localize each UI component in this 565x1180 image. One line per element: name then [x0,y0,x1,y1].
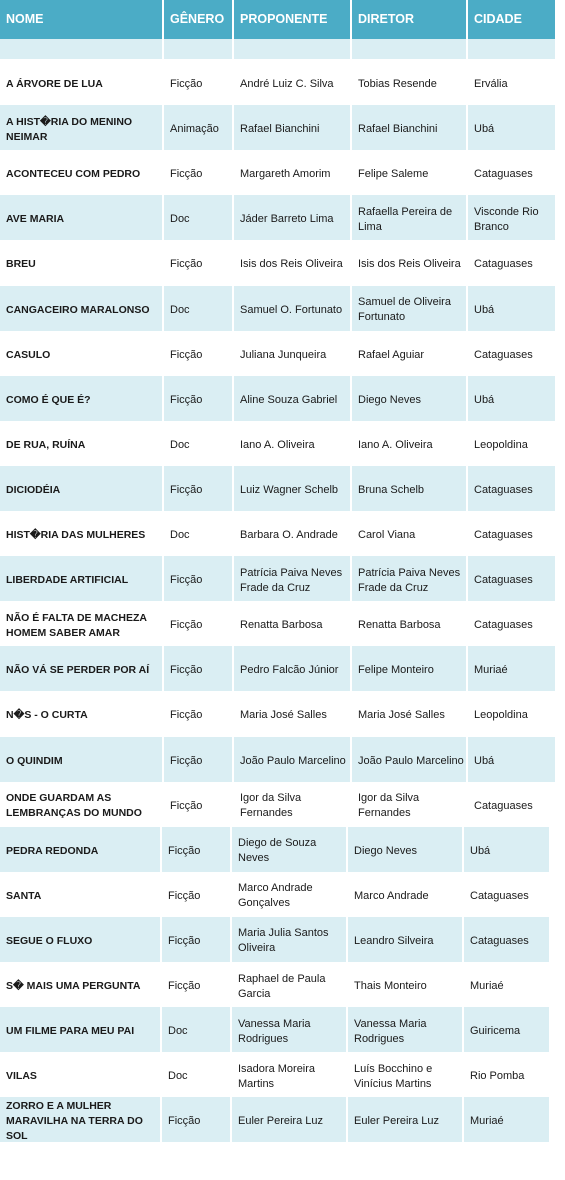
cell-genero: Ficção [170,574,203,587]
table-row [0,60,565,105]
header-cell: PROPONENTE [240,12,328,26]
cell-proponente: Jáder Barreto Lima [240,213,334,226]
table-row [0,466,565,511]
cell-diretor: Renatta Barbosa [358,619,441,632]
row-band [0,39,555,59]
cell-genero: Ficção [168,889,201,902]
cell-diretor: Luís Bocchino e Vinícius Martins [354,1062,433,1090]
column-separator [350,0,352,39]
cell-proponente: Barbara O. Andrade [240,529,338,542]
table-row [0,421,565,466]
cell-cidade: Leopoldina [474,438,528,451]
cell-nome: LIBERDADE ARTIFICIAL [6,574,129,587]
cell-proponente: Maria Julia Santos Oliveira [238,927,329,955]
cell-cidade: Ubá [474,754,495,767]
cell-genero: Ficção [168,844,201,857]
column-separator [232,39,234,59]
header-cell: CIDADE [474,12,522,26]
cell-nome: ACONTECEU COM PEDRO [6,168,141,181]
cell-proponente: Igor da Silva Fernandes [240,792,302,820]
cell-nome: VILAS [6,1070,37,1083]
cell-diretor: Diego Neves [354,844,417,857]
cell-diretor: Samuel de Oliveira Fortunato [358,296,451,324]
table-row [0,1007,565,1052]
cell-genero: Ficção [170,483,203,496]
cell-proponente: Isadora Moreira Martins [238,1062,316,1090]
cell-genero: Ficção [170,78,203,91]
cell-cidade: Muriaé [474,664,508,677]
table-row [0,782,565,827]
cell-diretor: Rafael Aguiar [358,348,425,361]
cell-diretor: Thais Monteiro [354,980,427,993]
cell-diretor: Rafaella Pereira de Lima [358,205,453,233]
cell-genero: Ficção [170,619,203,632]
cell-genero: Ficção [168,934,201,947]
cell-diretor: Tobias Resende [358,78,437,91]
cell-diretor: Felipe Monteiro [358,664,434,677]
cell-genero: Doc [170,438,190,451]
cell-proponente: Samuel O. Fortunato [240,303,343,316]
cell-genero: Ficção [168,980,201,993]
cell-proponente: Isis dos Reis Oliveira [240,258,343,271]
cell-proponente: Diego de Souza Neves [238,837,317,865]
cell-diretor: Maria José Salles [358,709,445,722]
cell-proponente: Iano A. Oliveira [240,438,315,451]
empty-row [0,39,565,59]
cell-genero: Doc [170,529,190,542]
cell-diretor: João Paulo Marcelino [358,754,464,767]
cell-diretor: Rafael Bianchini [358,123,438,136]
cell-diretor: Vanessa Maria Rodrigues [354,1017,427,1045]
cell-genero: Doc [168,1025,188,1038]
cell-cidade: Cataguases [474,483,533,496]
table-header [0,0,555,39]
cell-genero: Ficção [170,348,203,361]
cell-genero: Ficção [170,664,203,677]
cell-proponente: Luiz Wagner Schelb [240,483,339,496]
table-row [0,331,565,376]
cell-cidade: Leopoldina [474,709,528,722]
table-row [0,601,565,646]
cell-diretor: Igor da Silva Fernandes [358,792,420,820]
header-cell: GÊNERO [170,12,225,26]
cell-proponente: Maria José Salles [240,709,327,722]
cell-cidade: Ubá [474,123,495,136]
table-row [0,646,565,691]
header-cell: NOME [6,12,44,26]
cell-nome: A HIST�RIA DO MENINO NEIMAR [6,115,133,143]
table-row [0,376,565,421]
table-row [0,286,565,331]
cell-proponente: Pedro Falcão Júnior [240,664,339,677]
cell-genero: Doc [170,213,190,226]
table-row [0,556,565,601]
table-row [0,737,565,782]
cell-proponente: Raphael de Paula Garcia [238,972,326,1000]
cell-cidade: Cataguases [470,934,529,947]
cell-proponente: Juliana Junqueira [240,348,327,361]
cell-cidade: Muriaé [470,980,504,993]
column-separator [162,39,164,59]
column-separator [232,0,234,39]
table-row [0,691,565,736]
cell-proponente: Patrícia Paiva Neves Frade da Cruz [240,566,343,594]
table-row [0,1052,565,1097]
cell-diretor: Euler Pereira Luz [354,1115,439,1128]
cell-genero: Ficção [170,709,203,722]
cell-genero: Ficção [170,754,203,767]
column-separator [466,39,468,59]
table-row [0,962,565,1007]
cell-diretor: Marco Andrade [354,889,429,902]
column-separator [162,0,164,39]
cell-cidade: Muriaé [470,1115,504,1128]
cell-nome: SEGUE O FLUXO [6,934,93,947]
cell-cidade: Cataguases [474,574,533,587]
cell-diretor: Leandro Silveira [354,934,434,947]
cell-cidade: Cataguases [474,258,533,271]
column-separator [350,39,352,59]
cell-proponente: André Luiz C. Silva [240,78,334,91]
cell-nome: O QUINDIM [6,754,63,767]
cell-genero: Ficção [170,258,203,271]
cell-nome: A ÁRVORE DE LUA [6,78,103,91]
cell-cidade: Cataguases [470,889,529,902]
cell-genero: Ficção [170,168,203,181]
cell-proponente: Margareth Amorim [240,168,331,181]
cell-cidade: Ubá [474,303,495,316]
table-row [0,511,565,556]
column-separator [466,0,468,39]
cell-diretor: Carol Viana [358,529,416,542]
cell-genero: Ficção [168,1115,201,1128]
cell-diretor: Bruna Schelb [358,483,425,496]
cell-genero: Ficção [170,393,203,406]
cell-cidade: Cataguases [474,348,533,361]
table-row [0,872,565,917]
cell-diretor: Iano A. Oliveira [358,438,433,451]
cell-cidade: Visconde Rio Branco [474,205,539,233]
cell-nome: HIST�RIA DAS MULHERES [6,529,146,542]
cell-nome: CANGACEIRO MARALONSO [6,303,150,316]
cell-nome: BREU [6,258,36,271]
cell-diretor: Isis dos Reis Oliveira [358,258,461,271]
cell-cidade: Cataguases [474,799,533,812]
table-row [0,195,565,240]
cell-cidade: Ubá [474,393,495,406]
cell-genero: Animação [170,123,219,136]
table-row [0,827,565,872]
cell-cidade: Ubá [470,844,491,857]
cell-cidade: Cataguases [474,168,533,181]
cell-nome: N�S - O CURTA [6,709,88,722]
cell-nome: NÃO VÁ SE PERDER POR AÍ [6,664,150,677]
cell-cidade: Cataguases [474,529,533,542]
cell-cidade: Rio Pomba [470,1070,525,1083]
cell-nome: CASULO [6,348,51,361]
cell-genero: Doc [168,1070,188,1083]
table-row [0,240,565,285]
cell-diretor: Patrícia Paiva Neves Frade da Cruz [358,566,461,594]
cell-diretor: Felipe Saleme [358,168,429,181]
table-row [0,105,565,150]
cell-cidade: Cataguases [474,619,533,632]
cell-genero: Doc [170,303,190,316]
cell-genero: Ficção [170,799,203,812]
table-row [0,917,565,962]
cell-nome: UM FILME PARA MEU PAI [6,1025,135,1038]
cell-proponente: Aline Souza Gabriel [240,393,338,406]
cell-proponente: Vanessa Maria Rodrigues [238,1017,311,1045]
table-row [0,1097,565,1142]
cell-cidade: Ervália [474,78,508,91]
cell-nome: SANTA [6,889,42,902]
cell-proponente: João Paulo Marcelino [240,754,346,767]
cell-nome: PEDRA REDONDA [6,844,99,857]
cell-proponente: Renatta Barbosa [240,619,323,632]
cell-proponente: Rafael Bianchini [240,123,320,136]
cell-nome: NÃO É FALTA DE MACHEZA HOMEM SABER AMAR [6,611,147,639]
cell-nome: ZORRO E A MULHER MARAVILHA NA TERRA DO SOL [6,1100,143,1143]
cell-nome: DICIODÉIA [6,483,61,496]
header-cell: DIRETOR [358,12,415,26]
cell-cidade: Guiricema [470,1025,521,1038]
cell-nome: AVE MARIA [6,213,65,226]
table-row [0,150,565,195]
cell-nome: S� MAIS UMA PERGUNTA [6,980,141,993]
cell-nome: ONDE GUARDAM AS LEMBRANÇAS DO MUNDO [6,792,142,820]
cell-nome: DE RUA, RUÍNA [6,438,86,451]
cell-proponente: Euler Pereira Luz [238,1115,323,1128]
cell-diretor: Diego Neves [358,393,421,406]
cell-proponente: Marco Andrade Gonçalves [238,882,313,910]
cell-nome: COMO É QUE É? [6,393,91,406]
